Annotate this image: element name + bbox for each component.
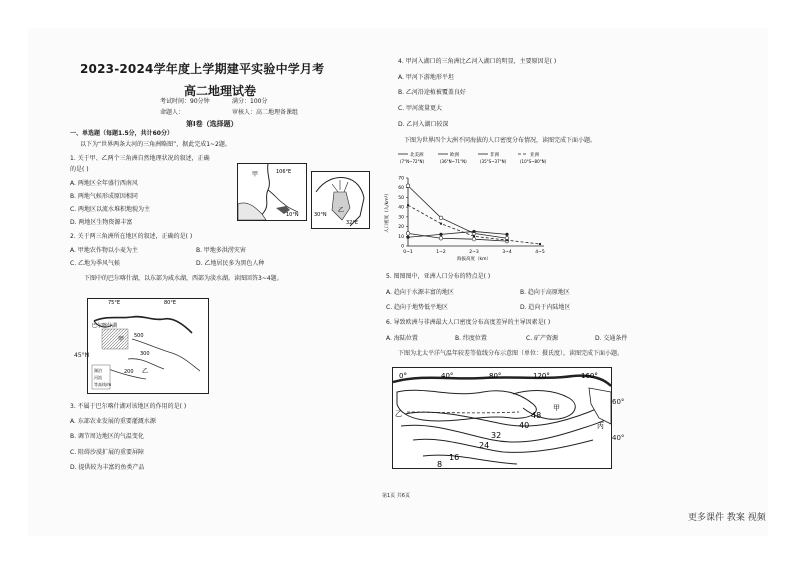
y-axis-title: 人口密度（人/km²） [385,191,390,233]
population-chart [380,148,560,268]
series-line-0 [408,233,507,241]
map3-val-16: 16 [449,453,460,462]
delta-map-yi-svg [312,172,369,228]
reviewer: 审核人：高二地理备课组 [232,109,299,116]
q2-stem: 2. 关于两三角洲所在地区的叙述，正确的是( ) [70,233,193,240]
q1-option-d[interactable]: D. 两地区生物资源丰富 [70,219,133,226]
series-3-point [407,204,409,206]
map1-marker-jia: 甲 [252,171,259,178]
map1-label-32e: 32°E [346,220,359,226]
q3-option-d[interactable]: D. 提供较为丰富的鱼类产品 [70,464,145,471]
y-tick-label: 10 [398,234,404,240]
q2-option-b[interactable]: B. 甲地多洪涝灾害 [196,247,246,254]
subject-title: 高二地理试卷 [184,84,257,98]
series-1-point [406,184,410,188]
legend-range-1: (36°N~71°N) [440,159,467,164]
delta-map-jia [237,163,307,221]
q4-option-a[interactable]: A. 甲河下游地形平坦 [398,74,454,81]
balkhash-map [87,298,209,394]
delta-map-yi [311,171,370,229]
q5-option-a[interactable]: A. 趋向于水源丰富的地区 [386,289,454,296]
q3-option-a[interactable]: A. 东部农业发展的重要灌溉水源 [70,418,156,425]
map3-marker-jia: 甲 [553,404,560,412]
legend-name-0: 北美洲 [410,153,424,158]
q6-option-b[interactable]: B. 纬度位置 [455,335,487,342]
map1-label-10n: 10°N [286,212,299,218]
map2-legend-lake: 湖泊 [94,368,102,373]
series-3-point [506,239,508,241]
x-tick-label: 2~3 [469,250,479,255]
map3-marker-bing: 丙 [597,422,604,430]
x-tick-label: 0~1 [403,250,413,255]
q1-option-b[interactable]: B. 两地气候形成原因相同 [70,193,138,200]
map3-lon-160: 160° [581,372,598,380]
series-2-point [505,233,508,236]
full-score: 满分：100分 [232,98,268,105]
map2-marker-yi: 乙 [142,368,149,375]
series-3-point [440,223,442,225]
q5-stem: 5. 图图图中，亚洲人口分布的特点是( ) [386,273,491,280]
series-2-point [406,236,409,239]
map2-contour-500: 500 [134,333,144,339]
setter: 命题人： [160,109,185,116]
intro-q3-4: 下图中的巴尔喀什湖，以东部为咸水湖，西部为淡水湖。读图回答3~4题。 [84,275,283,282]
y-tick-label: 0 [401,244,404,250]
y-tick-label: 30 [398,215,404,221]
legend-range-0: (7°N~72°N) [400,159,425,164]
delta-map-jia-svg [238,164,306,220]
q4-option-c[interactable]: C. 甲河流量更大 [398,105,443,112]
q3-option-b[interactable]: B. 调节周边地区的气温变化 [70,433,144,440]
x-tick-label: 3~4 [502,250,512,255]
y-tick-label: 70 [398,176,404,182]
q2-option-d[interactable]: D. 乙地居民多为黑色人种 [196,260,265,267]
q1-stem: 1. 关于甲、乙两个三角洲自然地理状况的叙述，正确 [70,155,210,162]
q4-option-d[interactable]: D. 乙河入湖口较深 [398,121,449,128]
pacific-isotherm-map [392,367,612,469]
y-tick-label: 60 [398,186,404,192]
part1-title: 第Ⅰ卷（选择题） [186,120,238,128]
legend-range-3: (10°S~80°N) [520,159,547,164]
y-tick-label: 20 [398,225,404,231]
series-0-point [406,232,410,236]
map2-label-80e: 80°E [164,300,177,306]
q3-option-c[interactable]: C. 阻碍沙漠扩展的重要屏障 [70,449,145,456]
q5-option-b[interactable]: B. 趋向于高原地区 [520,289,570,296]
legend-range-2: (35°S~37°N) [480,159,507,164]
q6-option-d[interactable]: D. 交通条件 [595,335,628,342]
x-tick-label: 4~5 [535,250,545,255]
q1-option-c[interactable]: C. 两地区以流水堆积地貌为主 [70,206,151,213]
q4-option-b[interactable]: B. 乙河沿途植被覆盖良好 [398,89,466,96]
y-tick-label: 50 [398,195,404,201]
map3-val-24: 24 [479,441,490,450]
map3-marker-yi: 乙 [395,410,402,418]
map3-lon-80: 80° [489,372,502,380]
pacific-isotherm-svg [393,368,611,468]
series-0-point [472,237,476,241]
population-chart-svg [380,148,560,268]
map2-marker-jia: 甲 [118,336,125,343]
balkhash-map-svg [88,299,208,393]
map2-contour-300: 300 [140,351,150,357]
q2-option-c[interactable]: C. 乙地为季风气候 [70,260,121,267]
map3-val-32: 32 [491,431,502,440]
q3-stem: 3. 不属于巴尔喀什湖对该地区的作用的是( ) [70,403,187,410]
map3-lon-120: 120° [533,372,550,380]
series-0-point [439,236,443,240]
map3-val-8: 8 [437,460,443,468]
map3-lat-40: 40° [612,434,625,442]
map1-label-106e: 106°E [276,169,292,175]
map2-legend-contour: 等高线/m [94,382,112,387]
map2-contour-200: 200 [124,369,134,375]
q2-option-a[interactable]: A. 甲地农作物以小麦为主 [70,247,138,254]
exam-title: 2023-2024学年度上学期建平实验中学月考 [80,62,325,76]
page-number: 第1页 共6页 [382,493,410,499]
q1-option-a[interactable]: A. 两地区全年盛行西南风 [70,180,138,187]
map3-lat-60: 60° [612,398,625,406]
map2-label-45n: 45°N [74,352,90,359]
intro-q5-6: 下图为世界四个大洲不同海拔的人口密度分布情况，读图完成下面小题。 [404,137,597,144]
legend-name-1: 欧洲 [450,153,459,158]
q6-option-c[interactable]: C. 矿产资源 [526,335,559,342]
series-2-point [439,233,442,236]
x-tick-label: 1~2 [436,250,446,255]
exam-time: 考试时间：90分钟 [160,98,210,105]
series-2-point [472,230,475,233]
q6-stem: 6. 导致欧洲与非洲最大人口密度分布高度差异的主导因素是( ) [386,319,551,326]
series-1-point [439,216,443,220]
map3-lon-0: 0° [399,372,407,380]
map3-lon-40: 40° [441,372,454,380]
map1-label-30n: 30°N [314,212,327,218]
q5-option-c[interactable]: C. 趋向于地势低平地区 [386,304,449,311]
q4-stem: 4. 甲河入湖口的三角洲比乙河入湖口的明显，主要原因是( ) [398,58,557,65]
map3-val-48: 48 [531,411,542,420]
intro-q1-2: 以下为“世界两条大河的三角洲略图”，据此完成1~2题。 [80,141,231,148]
legend-name-2: 非洲 [490,153,499,158]
q5-option-d[interactable]: D. 趋向于内陆地区 [520,304,571,311]
watermark-text: 更多课件 教案 视频 [688,513,766,523]
q1-stem-end: 的是( ) [70,166,89,173]
section-title: 一、单选题（每题1.5分，共计60分） [70,130,173,137]
map2-label-75e: 75°E [108,300,121,306]
map3-val-40: 40 [519,421,530,430]
legend-name-3: 亚洲 [530,153,539,158]
x-axis-title: 海拔高度（km） [457,257,491,262]
series-3-point [473,235,475,237]
y-tick-label: 40 [398,205,404,211]
map2-legend-river: 河流 [94,375,102,380]
map1-marker-yi: 乙 [338,207,345,214]
intro-q7: 下图为北太平洋气温年较差等值线分布示意图（单位：摄氏度），读图完成下面小题。 [398,350,624,357]
series-3-point [539,243,541,245]
q6-option-a[interactable]: A. 海陆位置 [386,335,418,342]
map2-lake-label: 巴尔喀什湖 [92,323,118,329]
